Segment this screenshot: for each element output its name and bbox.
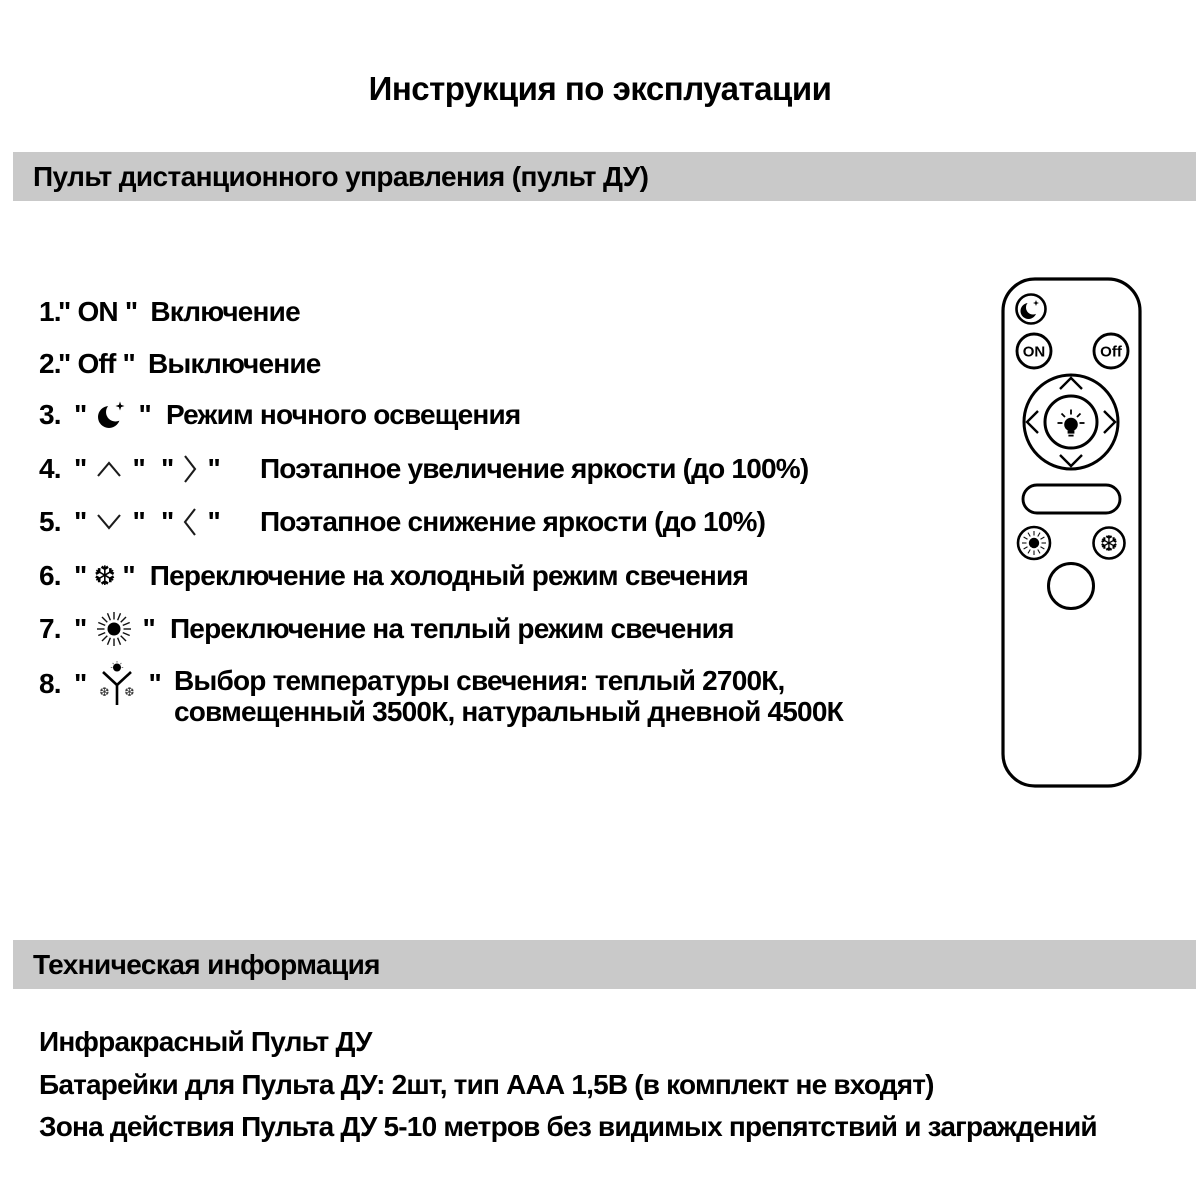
list-item [39, 557, 748, 595]
item-description: Переключение на теплый режим свечения [169, 613, 734, 644]
item-description: Режим ночного освещения [165, 399, 521, 430]
item-description-line2: совмещенный 3500К, натуральный дневной 4500К [173, 696, 843, 727]
item-description: Поэтапное снижение яркости (до 10%) [259, 506, 766, 537]
section-bar-tech [13, 940, 1196, 989]
item-description: Поэтапное увеличение яркости (до 100%) [259, 453, 809, 484]
quote-mark: " [74, 453, 87, 484]
list-item [39, 450, 808, 488]
quote-mark: " [138, 399, 151, 430]
svg-text:❆: ❆ [124, 685, 135, 699]
quote-mark: " [74, 613, 87, 644]
quote-mark: " [142, 613, 155, 644]
moon-star-icon [97, 399, 127, 431]
quote-mark: " [207, 453, 220, 484]
section-bar-remote-label: Пульт дистанционного управления (пульт ДУ) [33, 160, 649, 192]
list-item [39, 396, 520, 434]
warm-mode-button [1018, 527, 1050, 559]
item-number: 4. [39, 453, 61, 484]
item-description [174, 665, 843, 727]
sun-icon [94, 609, 134, 649]
item-number: 8. [39, 668, 61, 699]
section-bar-remote [13, 152, 1196, 201]
page-title: Инструкция по эксплуатации [368, 70, 832, 107]
chevron-up-icon [94, 458, 124, 480]
item-number: 7. [39, 613, 61, 644]
color-temperature-select-icon [95, 661, 139, 707]
quote-mark: " [160, 506, 174, 537]
button-label-quoted: " ON " [58, 296, 138, 327]
item-number: 5. [39, 506, 61, 537]
list-item [39, 665, 843, 727]
item-number: 1. [39, 296, 61, 327]
quote-mark: " [160, 453, 174, 484]
snowflake-icon: ❆ [93, 560, 116, 592]
list-item [39, 345, 321, 383]
chevron-left-icon [181, 505, 199, 539]
quote-mark: " [74, 668, 87, 699]
on-button-label: ON [1022, 343, 1046, 361]
list-item [39, 610, 734, 648]
chevron-down-icon [94, 511, 124, 533]
remote-control-illustration [1001, 277, 1142, 789]
quote-mark: " [132, 506, 145, 537]
tech-line: Инфракрасный Пульт ДУ [39, 1026, 372, 1057]
quote-mark: " [207, 506, 220, 537]
svg-text:❆: ❆ [99, 685, 110, 699]
quote-mark: " [122, 560, 135, 591]
quote-mark: " [74, 560, 87, 591]
chevron-right-icon [181, 452, 199, 486]
quote-mark: " [74, 399, 87, 430]
list-item [39, 293, 300, 331]
snowflake-icon: ❆ [1099, 532, 1119, 557]
item-number: 6. [39, 560, 61, 591]
tech-line: Батарейки для Пульта ДУ: 2шт, тип ААА 1,5В (в комплект не входят) [39, 1069, 934, 1100]
item-number: 3. [39, 399, 61, 430]
item-description: Выключение [147, 348, 321, 379]
quote-mark: " [148, 668, 161, 699]
quote-mark: " [74, 506, 87, 537]
quote-mark: " [132, 453, 145, 484]
item-description: Переключение на холодный режим свечения [149, 560, 748, 591]
list-item [39, 503, 765, 541]
item-description: Включение [150, 296, 300, 327]
tech-line: Зона действия Пульта ДУ 5-10 метров без видимых препятствий и заграждений [39, 1111, 1097, 1142]
item-number: 2. [39, 348, 61, 379]
section-bar-tech-label: Техническая информация [33, 948, 380, 980]
button-label-quoted: " Off " [58, 348, 135, 379]
off-button-label: Off [1100, 343, 1122, 361]
item-description-line1: Выбор температуры свечения: теплый 2700К, [173, 665, 785, 696]
